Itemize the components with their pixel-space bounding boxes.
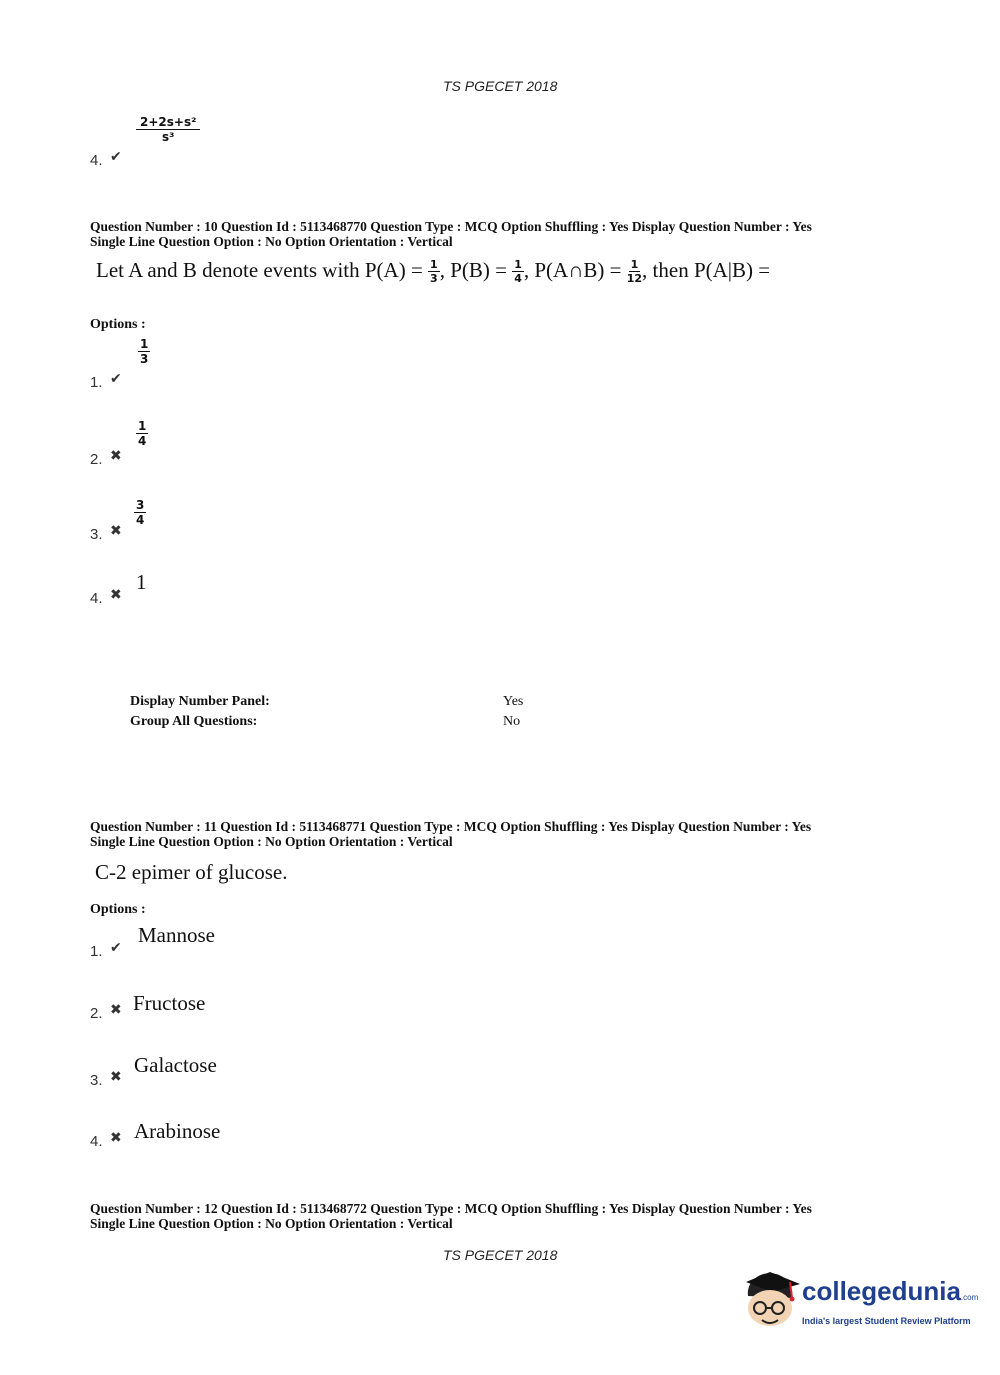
- q10-meta: [90, 219, 812, 249]
- cross-icon: ✖: [110, 1069, 122, 1085]
- q10-question-text: [96, 258, 770, 285]
- q11-option-3-number: 3.: [90, 1072, 103, 1089]
- q10-option-1-fraction: [138, 338, 150, 367]
- check-icon: ✔: [110, 940, 122, 956]
- q10-option-3-fraction: [134, 499, 146, 528]
- logo-tagline: India's largest Student Review Platform: [802, 1316, 971, 1326]
- page-header: TS PGECET 2018: [443, 78, 558, 94]
- q10-opt2-den: 4: [138, 434, 147, 449]
- q11-options-label: Options :: [90, 902, 146, 917]
- q10-opt1-den: 3: [140, 352, 149, 367]
- q10-opt1-num: 1: [140, 337, 149, 351]
- q10-options-label: Options :: [90, 317, 146, 332]
- q10-option-4-number: 4.: [90, 590, 103, 607]
- setting-label-group-all-questions: Group All Questions:: [130, 714, 258, 729]
- q10-meta-line2: Single Line Question Option : No Option Orientation : Vertical: [90, 234, 453, 249]
- q10-option-2-fraction: [136, 420, 148, 449]
- page-footer: TS PGECET 2018: [443, 1247, 558, 1263]
- cross-icon: ✖: [110, 1002, 122, 1018]
- q10-option-3-number: 3.: [90, 526, 103, 543]
- q10-pab-num: 1: [630, 258, 639, 272]
- q11-question-text: C-2 epimer of glucose.: [95, 860, 288, 884]
- prev-option-4-fraction: [136, 116, 200, 145]
- prev-option-number: 4.: [90, 152, 103, 169]
- check-icon: ✔: [110, 371, 122, 387]
- q11-option-2-text: Fructose: [133, 991, 206, 1015]
- check-icon: ✔: [110, 149, 122, 165]
- q10-text-lead: Let A and B denote events with P(A) =: [96, 258, 423, 282]
- cross-icon: ✖: [110, 448, 122, 464]
- q10-option-4-value: 1: [136, 570, 147, 594]
- q11-option-1-text: Mannose: [138, 923, 215, 947]
- logo-suffix: .com: [960, 1293, 979, 1302]
- q11-option-4-text: Arabinose: [134, 1119, 221, 1143]
- setting-value-group-all-questions: No: [503, 714, 521, 729]
- q10-meta-line1: Question Number : 10 Question Id : 5113468770 Question Type : MCQ Option Shuffling : Yes Display Question Number : Yes: [90, 219, 812, 234]
- q10-pab-den: 12: [626, 272, 643, 286]
- q10-opt3-den: 4: [136, 513, 145, 528]
- q11-option-1-number: 1.: [90, 943, 103, 960]
- q10-pb-num: 1: [514, 258, 522, 272]
- q11-meta-line1: Question Number : 11 Question Id : 5113468771 Question Type : MCQ Option Shuffling : Yes Display Question Number : Yes: [90, 819, 812, 834]
- cross-icon: ✖: [110, 587, 122, 603]
- q11-meta: [90, 819, 811, 849]
- q11-option-4-number: 4.: [90, 1133, 103, 1150]
- setting-label-display-number-panel: Display Number Panel:: [130, 694, 270, 709]
- q11-option-3-text: Galactose: [134, 1053, 217, 1077]
- prev-option-denominator: s³: [161, 130, 175, 145]
- collegedunia-logo: [742, 1268, 979, 1338]
- logo-wordmark: collegedunia: [802, 1276, 961, 1306]
- mascot-icon: [742, 1268, 802, 1332]
- cross-icon: ✖: [110, 1130, 122, 1146]
- q12-meta-line1: Question Number : 12 Question Id : 5113468772 Question Type : MCQ Option Shuffling : Yes Display Question Number : Yes: [90, 1201, 812, 1216]
- q11-option-2-number: 2.: [90, 1005, 103, 1022]
- q11-meta-line2: Single Line Question Option : No Option Orientation : Vertical: [90, 834, 453, 849]
- q10-pb-den: 4: [514, 272, 522, 286]
- prev-option-numerator: 2+2s+s²: [136, 116, 200, 130]
- cross-icon: ✖: [110, 523, 122, 539]
- q10-pa-num: 1: [430, 258, 438, 272]
- q12-meta-line2: Single Line Question Option : No Option Orientation : Vertical: [90, 1216, 453, 1231]
- q12-meta: [90, 1201, 812, 1231]
- q10-opt3-num: 3: [136, 498, 145, 512]
- q10-text-pb: , P(B) =: [439, 258, 507, 282]
- q10-pa-den: 3: [430, 272, 438, 286]
- q10-text-tail: , then P(A|B) =: [642, 258, 771, 282]
- q10-option-2-number: 2.: [90, 451, 103, 468]
- q10-opt2-num: 1: [138, 419, 147, 433]
- setting-value-display-number-panel: Yes: [503, 694, 524, 709]
- q10-text-pab: , P(A∩B) =: [523, 258, 622, 282]
- q10-option-1-number: 1.: [90, 374, 103, 391]
